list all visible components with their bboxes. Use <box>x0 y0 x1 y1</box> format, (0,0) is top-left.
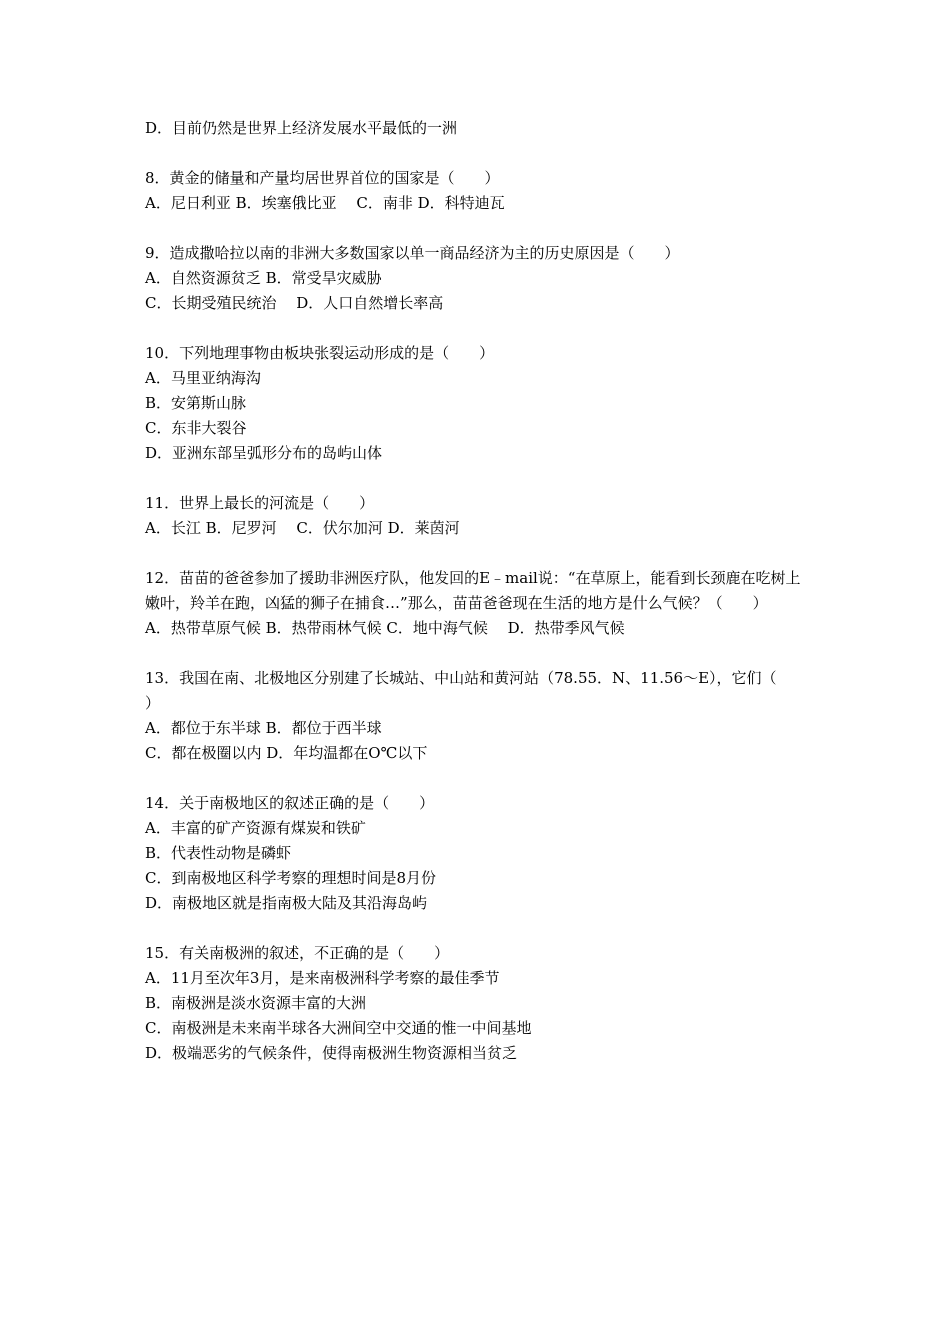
option-line: C．到南极地区科学考察的理想时间是8月份 <box>145 869 437 887</box>
option-line: B．南极洲是淡水资源丰富的大洲 <box>145 994 367 1012</box>
spacer <box>145 541 810 566</box>
spacer <box>145 466 810 491</box>
question-stem: 15．有关南极洲的叙述，不正确的是（ ） <box>145 944 450 962</box>
option-line: A．长江 B．尼罗河 C．伏尔加河 D．莱茵河 <box>145 519 460 537</box>
question-15 <box>145 941 810 1066</box>
option-line: A．热带草原气候 B．热带雨林气候 C．地中海气候 D．热带季风气候 <box>145 619 625 637</box>
option-line: B．安第斯山脉 <box>145 394 247 412</box>
option-line: C．南极洲是未来南半球各大洲间空中交通的惟一中间基地 <box>145 1019 532 1037</box>
spacer <box>145 641 810 666</box>
lead-option: D．目前仍然是世界上经济发展水平最低的一洲 <box>145 119 458 137</box>
question-stem: 10．下列地理事物由板块张裂运动形成的是（ ） <box>145 344 495 362</box>
question-stem: 12．苗苗的爸爸参加了援助非洲医疗队，他发回的E﹣mail说：“在草原上，能看到长颈鹿在吃树上嫩叶，羚羊在跑，凶猛的狮子在捕食…”那么，苗苗爸爸现在生活的地方是什么气候？（ ） <box>145 569 801 612</box>
option-line: C．东非大裂谷 <box>145 419 247 437</box>
question-stem: 11．世界上最长的河流是（ ） <box>145 494 375 512</box>
option-line: A．尼日利亚 B．埃塞俄比亚 C．南非 D．科特迪瓦 <box>145 194 505 212</box>
question-8 <box>145 166 810 216</box>
option-line: D．极端恶劣的气候条件，使得南极洲生物资源相当贫乏 <box>145 1044 518 1062</box>
question-13 <box>145 666 810 766</box>
question-12 <box>145 566 810 641</box>
option-line: A．11月至次年3月，是来南极洲科学考察的最佳季节 <box>145 969 500 987</box>
question-10 <box>145 341 810 466</box>
spacer <box>145 141 810 166</box>
question-stem: 9．造成撒哈拉以南的非洲大多数国家以单一商品经济为主的历史原因是（ ） <box>145 244 680 262</box>
option-line: A．丰富的矿产资源有煤炭和铁矿 <box>145 819 366 837</box>
question-stem: 13．我国在南、北极地区分别建了长城站、中山站和黄河站（78.55．N、11.56～E），它们（ ） <box>145 669 807 712</box>
option-line: B．代表性动物是磷虾 <box>145 844 292 862</box>
question-stem: 14．关于南极地区的叙述正确的是（ ） <box>145 794 435 812</box>
option-line: C．长期受殖民统治 D．人口自然增长率高 <box>145 294 444 312</box>
question-11 <box>145 491 810 541</box>
spacer <box>145 916 810 941</box>
option-line: D．亚洲东部呈弧形分布的岛屿山体 <box>145 444 383 462</box>
question-stem: 8．黄金的储量和产量均居世界首位的国家是（ ） <box>145 169 500 187</box>
option-line: D．南极地区就是指南极大陆及其沿海岛屿 <box>145 894 428 912</box>
option-line: A．马里亚纳海沟 <box>145 369 261 387</box>
option-line: A．自然资源贫乏 B．常受旱灾威胁 <box>145 269 382 287</box>
question-9 <box>145 241 810 316</box>
question-list <box>145 116 810 1066</box>
option-line: A．都位于东半球 B．都位于西半球 <box>145 719 382 737</box>
spacer <box>145 766 810 791</box>
spacer <box>145 316 810 341</box>
question-14 <box>145 791 810 916</box>
option-line: C．都在极圈以内 D．年均温都在O℃以下 <box>145 744 428 762</box>
spacer <box>145 216 810 241</box>
